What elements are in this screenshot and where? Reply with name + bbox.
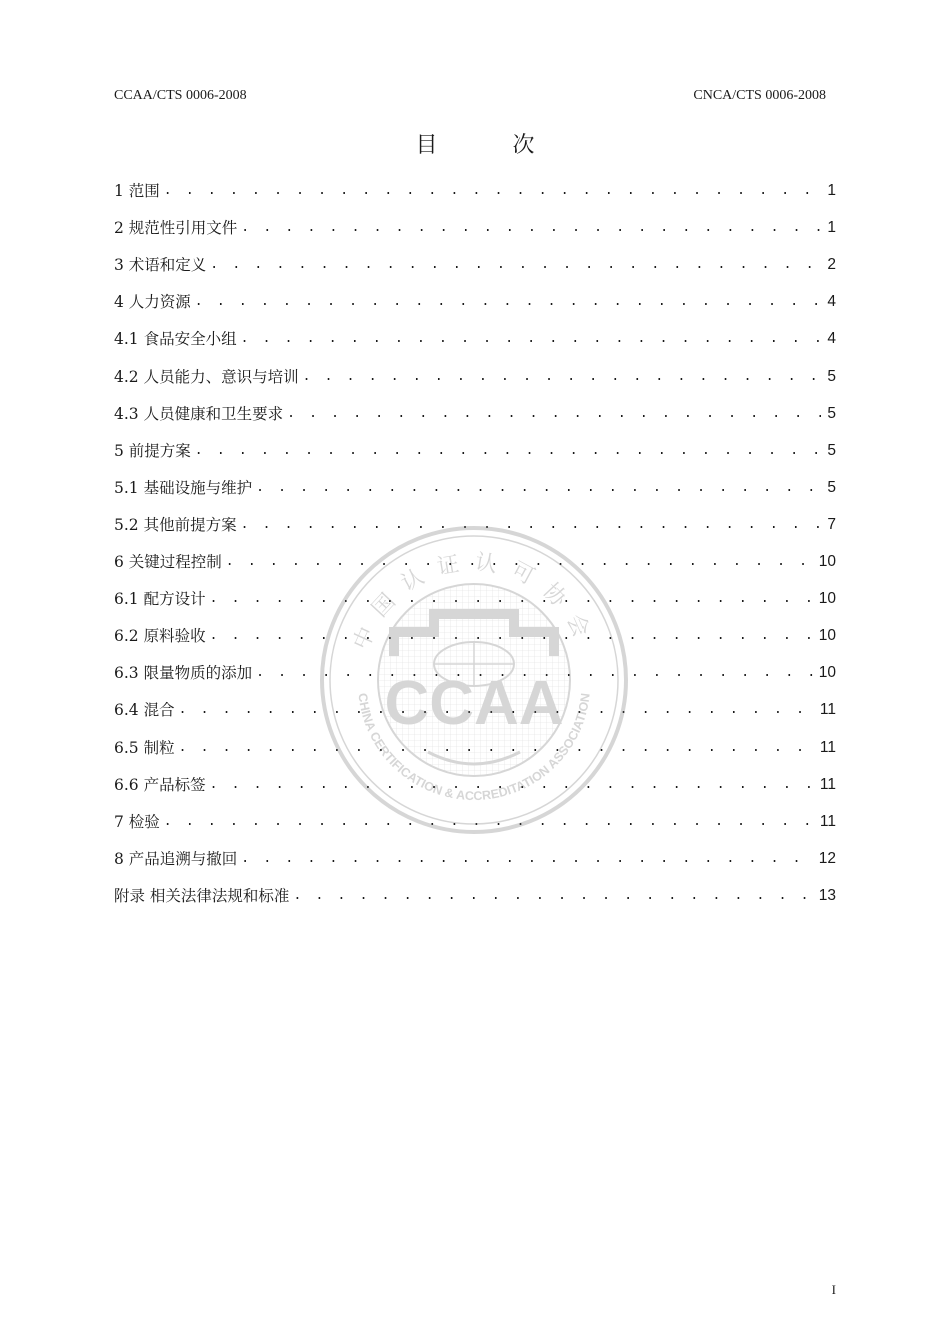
seal-english-ring-text: CHINA CERTIFICATION & ACCREDITATION ASSOCIATION [355,692,593,804]
seal-chinese-ring-text: 中国认证认可协会 [348,549,600,654]
toc-entry[interactable] [114,316,836,353]
toc-entry-label: 2 规范性引用文件 [114,219,238,238]
toc-entry-page-number: 11 [819,812,836,830]
toc-entry[interactable] [114,873,836,910]
toc-entry-page-number: 12 [818,849,836,867]
toc-entry-page-number: 5 [827,367,836,385]
toc-entry-leader-dots [241,845,812,873]
toc-entry-label: 6.6 产品标签 [114,775,206,794]
toc-entry-leader-dots [256,659,813,687]
toc-entry-label: 6.3 限量物质的添加 [114,664,253,683]
toc-entry-label: 6.2 原料验收 [114,627,206,646]
toc-entry-leader-dots [303,363,822,391]
toc-entry-label: 7 检验 [114,812,160,831]
toc-list [114,168,836,910]
toc-entry-page-number: 5 [827,441,836,459]
toc-entry[interactable] [114,465,836,502]
toc-entry[interactable] [114,205,836,242]
toc-entry-label: 6 关键过程控制 [114,553,222,572]
toc-entry[interactable] [114,687,836,724]
toc-entry-label: 5.1 基础设施与维护 [114,478,253,497]
toc-entry[interactable] [114,724,836,761]
toc-entry[interactable] [114,242,836,279]
toc-entry-leader-dots [210,251,821,279]
toc-entry-label: 1 范围 [114,182,160,201]
toc-entry-page-number: 10 [818,627,836,645]
toc-entry-page-number: 10 [818,590,836,608]
toc-entry-leader-dots [164,177,822,205]
footer-page-number: I [831,1282,836,1297]
toc-entry-leader-dots [210,585,813,613]
toc-entry[interactable] [114,762,836,799]
toc-entry-page-number: 1 [827,219,836,237]
toc-entry-leader-dots [241,214,821,242]
toc-entry-leader-dots [241,511,822,539]
toc-entry-label: 附录 相关法律法规和标准 [114,886,290,905]
toc-entry-page-number: 10 [818,664,836,682]
toc-entry-page-number: 5 [827,404,836,422]
toc-entry-page-number: 13 [818,886,836,904]
toc-entry[interactable] [114,576,836,613]
toc-entry[interactable] [114,539,836,576]
toc-entry[interactable] [114,168,836,205]
toc-entry-page-number: 10 [818,553,836,571]
toc-entry-label: 6.5 制粒 [114,738,175,757]
toc-entry-page-number: 4 [827,293,836,311]
toc-entry-label: 4.3 人员健康和卫生要求 [114,404,284,423]
seal-main-text: CCAA [384,669,564,738]
toc-entry-label: 3 术语和定义 [114,256,207,275]
toc-entry-leader-dots [210,771,814,799]
toc-entry-leader-dots [287,400,821,428]
toc-entry-page-number: 2 [827,256,836,274]
toc-entry-label: 8 产品追溯与撤回 [114,849,238,868]
toc-entry-label: 5 前提方案 [114,441,191,460]
toc-entry-label: 6.4 混合 [114,701,175,720]
toc-entry-page-number: 11 [819,775,836,793]
header-right-standard-code: CNCA/CTS 0006-2008 [693,88,826,103]
toc-entry-leader-dots [210,622,813,650]
toc-entry[interactable] [114,650,836,687]
toc-entry-leader-dots [164,808,814,836]
toc-entry-leader-dots [241,325,822,353]
toc-entry[interactable] [114,836,836,873]
toc-entry-page-number: 1 [827,182,836,200]
toc-entry[interactable] [114,279,836,316]
toc-entry-leader-dots [293,882,812,910]
toc-entry[interactable] [114,391,836,428]
toc-entry-leader-dots [179,696,814,724]
toc-entry-leader-dots [179,734,814,762]
toc-entry-leader-dots [195,437,822,465]
toc-entry-leader-dots [226,548,813,576]
toc-entry-page-number: 5 [827,478,836,496]
toc-entry-leader-dots [195,288,822,316]
toc-entry-label: 6.1 配方设计 [114,590,206,609]
toc-entry-label: 4.1 食品安全小组 [114,330,237,349]
toc-entry-label: 4.2 人员能力、意识与培训 [114,367,299,386]
toc-entry-page-number: 11 [819,701,836,719]
toc-entry-label: 5.2 其他前提方案 [114,515,237,534]
toc-entry[interactable] [114,799,836,836]
toc-entry-page-number: 4 [827,330,836,348]
toc-entry-page-number: 11 [819,738,836,756]
toc-title: 目 次 [415,133,569,158]
toc-entry[interactable] [114,428,836,465]
toc-entry[interactable] [114,353,836,390]
toc-entry-page-number: 7 [827,515,836,533]
toc-entry[interactable] [114,613,836,650]
header-left-standard-code: CCAA/CTS 0006-2008 [114,88,247,103]
toc-entry-leader-dots [256,474,821,502]
toc-entry[interactable] [114,502,836,539]
toc-entry-label: 4 人力资源 [114,293,191,312]
